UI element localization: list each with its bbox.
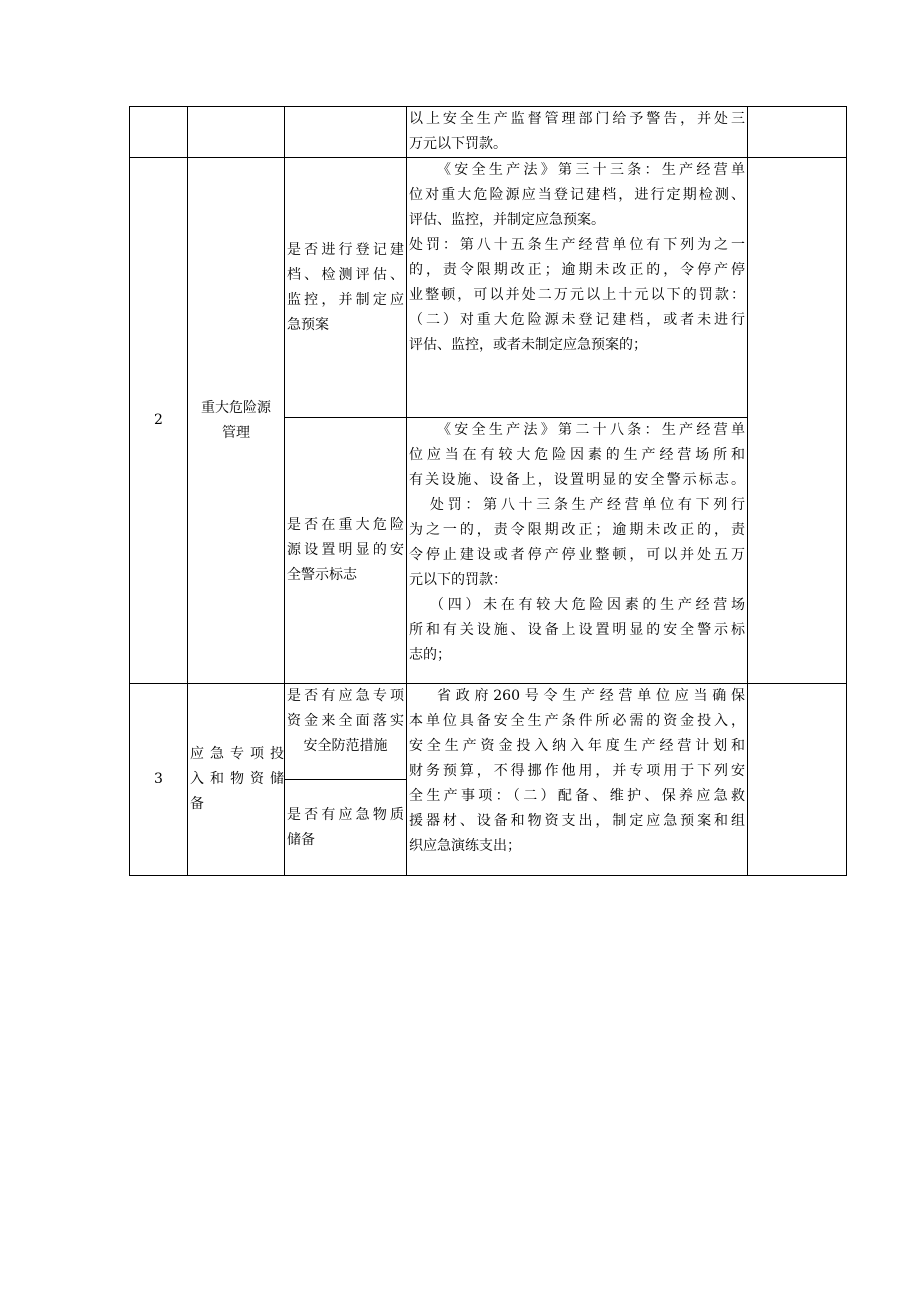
basis-line: 处罚：第八十三条生产经营单位有下列行 <box>430 497 745 513</box>
basis-line: 处罚：第八十五条生产经营单位有下列为之一 <box>409 237 745 253</box>
check-content-cell <box>285 684 407 780</box>
basis-line: 本单位具备安全生产条件所必需的资金投入， <box>409 713 745 729</box>
row-number: 3 <box>130 684 188 876</box>
basis-line: 位对重大危险源应当登记建档，进行定期检测、 <box>409 187 745 203</box>
inspection-table <box>129 106 847 876</box>
check-line: 是否进行登记建 <box>287 241 404 258</box>
check-content-cell <box>285 780 407 876</box>
basis-line: 以上安全生产监督管理部门给予警告，并处三 <box>409 111 745 127</box>
check-line: 监控，并制定应 <box>287 291 404 308</box>
remark-cell <box>748 684 847 876</box>
table-row-2a <box>130 158 847 418</box>
basis-line: 援器材、设备和物资支出，制定应急预案和组 <box>409 813 745 829</box>
item-name-cell <box>188 158 285 684</box>
basis-line: 位应当在有较大危险因素的生产经营场所和 <box>409 447 745 463</box>
item-name-line: 入和物资储 <box>190 771 284 787</box>
table-row-3a <box>130 684 847 780</box>
basis-cell <box>407 158 748 418</box>
check-line: 储备 <box>287 831 315 848</box>
basis-line: 评估、监控，或者未制定应急预案的； <box>409 337 647 353</box>
basis-line: 《安全生产法》第二十八条：生产经营单 <box>437 422 745 438</box>
basis-line: 有关设施、设备上，设置明显的安全警示标志。 <box>409 472 745 488</box>
check-line: 源设置明显的安 <box>287 542 404 558</box>
num-cell <box>130 107 188 158</box>
basis-cell <box>407 684 748 876</box>
check-line: 是否在重大危险 <box>287 517 404 533</box>
table-row-continued <box>130 107 847 158</box>
basis-line: （二）对重大危险源未登记建档，或者未进行 <box>409 312 745 328</box>
check-line: 是否有应急物质 <box>287 806 404 823</box>
basis-line: 为之一的，责令限期改正；逾期未改正的，责 <box>409 522 745 538</box>
basis-line: 的，责令限期改正；逾期未改正的，令停产停 <box>409 262 745 278</box>
row-number: 2 <box>130 158 188 684</box>
basis-line: 安全生产资金投入纳入年度生产经营计划和 <box>409 738 745 754</box>
check-content-cell <box>285 158 407 418</box>
check-line: 资金来全面落实 <box>287 713 404 729</box>
basis-line: 织应急演练支出； <box>409 838 521 854</box>
item-name-line: 备 <box>190 796 204 812</box>
item-name-line: 应急专项投 <box>190 746 284 762</box>
basis-line: 元以下的罚款： <box>409 572 507 588</box>
basis-line: 《安全生产法》第三十三条：生产经营单 <box>437 162 745 178</box>
remark-cell <box>748 107 847 158</box>
basis-line: 业整顿，可以并处二万元以上十元以下的罚款： <box>409 287 745 303</box>
basis-line: 令停止建设或者停产停业整顿，可以并处五万 <box>409 547 745 563</box>
check-content-cell <box>285 418 407 684</box>
check-line: 急预案 <box>287 316 329 333</box>
check-line: 是否有应急专项 <box>287 688 404 704</box>
basis-line: 所和有关设施、设备上设置明显的安全警示标 <box>409 622 745 638</box>
check-line: 安全防范措施 <box>303 738 388 754</box>
item-name-cell <box>188 684 285 876</box>
basis-line: 万元以下罚款。 <box>409 136 507 152</box>
item-name-line: 管理 <box>222 424 250 441</box>
item-cell <box>188 107 285 158</box>
check-line: 全警示标志 <box>287 567 357 583</box>
basis-line: 志的； <box>409 647 451 663</box>
check-cell <box>285 107 407 158</box>
basis-line: 省政府260号令生产经营单位应当确保 <box>437 688 745 704</box>
check-line: 档、检测评估、 <box>287 266 404 283</box>
item-name-line: 重大危险源 <box>201 399 271 416</box>
basis-cell <box>407 107 748 158</box>
basis-line: （四）未在有较大危险因素的生产经营场 <box>430 597 745 613</box>
basis-line: 评估、监控，并制定应急预案。 <box>409 212 605 228</box>
basis-line: 财务预算，不得挪作他用，并专项用于下列安 <box>409 763 745 779</box>
basis-line: 全生产事项：（二）配备、维护、保养应急救 <box>409 788 745 804</box>
remark-cell <box>748 158 847 684</box>
basis-cell <box>407 418 748 684</box>
